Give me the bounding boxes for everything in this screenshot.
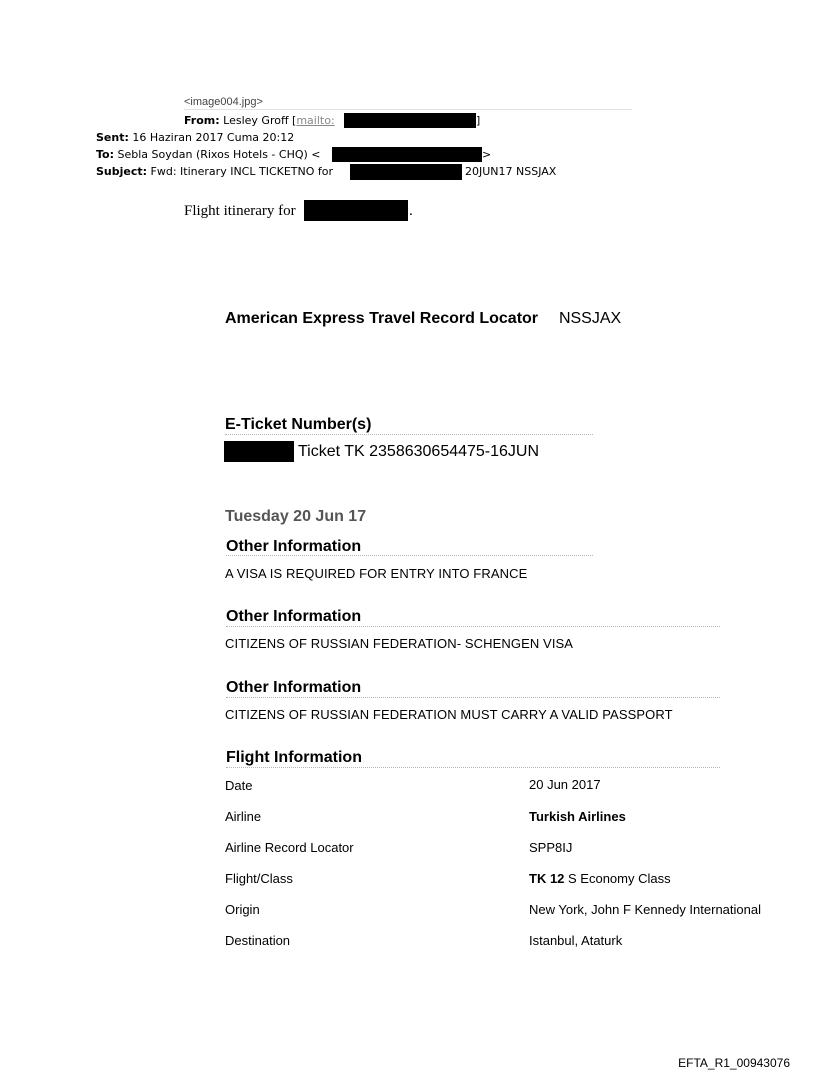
- redaction-subject-name: [350, 164, 462, 180]
- from-line: [184, 113, 335, 128]
- flight-row-value-flight-class: [529, 871, 671, 886]
- subject-line: [96, 164, 333, 179]
- from-label: From:: [184, 114, 220, 127]
- ticket-number: Ticket TK 2358630654475-16JUN: [298, 443, 540, 460]
- subject-label: Subject:: [96, 165, 148, 178]
- other-info-divider-2: [226, 626, 720, 627]
- to-close-bracket: >: [482, 148, 492, 161]
- flight-row-value-origin: New York, John F Kennedy International: [529, 902, 761, 917]
- other-info-heading-2: Other Information: [226, 608, 362, 625]
- from-name: Lesley Groff [: [223, 114, 297, 127]
- flight-row-label-destination: Destination: [225, 933, 291, 948]
- to-label: To:: [96, 148, 114, 161]
- other-info-divider-3: [226, 697, 720, 698]
- flight-row-label-airline: Airline: [225, 809, 262, 824]
- subject-suffix: 20JUN17 NSSJAX: [465, 165, 557, 178]
- to-value: Sebla Soydan (Rixos Hotels - CHQ) <: [117, 148, 321, 161]
- other-info-heading-3: Other Information: [226, 679, 362, 696]
- record-locator-label: American Express Travel Record Locator: [225, 310, 539, 327]
- flight-number: TK 12: [529, 871, 565, 886]
- other-info-text-1: A VISA IS REQUIRED FOR ENTRY INTO FRANCE: [225, 566, 528, 581]
- mailto-link[interactable]: mailto:: [296, 114, 335, 127]
- other-info-heading-1: Other Information: [226, 538, 362, 555]
- other-info-text-2: CITIZENS OF RUSSIAN FEDERATION- SCHENGEN VISA: [225, 636, 574, 651]
- record-locator-line: [225, 310, 621, 328]
- flight-row-label-origin: Origin: [225, 902, 260, 917]
- redaction-to-email: [332, 147, 482, 162]
- bates-number: EFTA_R1_00943076: [678, 1056, 790, 1070]
- intro-period: .: [409, 203, 413, 219]
- other-info-divider-1: [226, 555, 593, 556]
- flight-row-value-destination: Istanbul, Ataturk: [529, 933, 623, 948]
- flight-row-value-record-locator: SPP8IJ: [529, 840, 573, 855]
- sent-line: [96, 130, 294, 145]
- redaction-ticket-name: [224, 441, 294, 462]
- eticket-divider: [225, 434, 593, 435]
- from-close-bracket: ]: [476, 114, 481, 127]
- flight-row-label-date: Date: [225, 778, 253, 793]
- flight-row-label-record-locator: Airline Record Locator: [225, 840, 354, 855]
- header-divider: [184, 109, 632, 110]
- flight-class: S Economy Class: [564, 871, 671, 886]
- day-heading: Tuesday 20 Jun 17: [225, 508, 367, 525]
- to-line: [96, 147, 321, 162]
- flight-info-divider: [226, 767, 720, 768]
- flight-info-heading: Flight Information: [226, 749, 362, 766]
- sent-label: Sent:: [96, 131, 129, 144]
- flight-row-value-date: 20 Jun 2017: [529, 777, 601, 792]
- subject-prefix: Fwd: Itinerary INCL TICKETNO for: [150, 165, 334, 178]
- record-locator-value: NSSJAX: [558, 310, 622, 327]
- sent-value: 16 Haziran 2017 Cuma 20:12: [132, 131, 295, 144]
- other-info-text-3: CITIZENS OF RUSSIAN FEDERATION MUST CARRY A VALID PASSPORT: [225, 707, 673, 722]
- flight-row-value-airline: Turkish Airlines: [529, 809, 626, 824]
- image-placeholder-text: <image004.jpg>: [184, 96, 263, 108]
- intro-text: Flight itinerary for: [184, 203, 296, 219]
- redaction-intro-name: [304, 200, 408, 221]
- eticket-heading: E-Ticket Number(s): [225, 416, 372, 433]
- flight-row-label-flight-class: Flight/Class: [225, 871, 293, 886]
- redaction-from-email: [344, 113, 476, 128]
